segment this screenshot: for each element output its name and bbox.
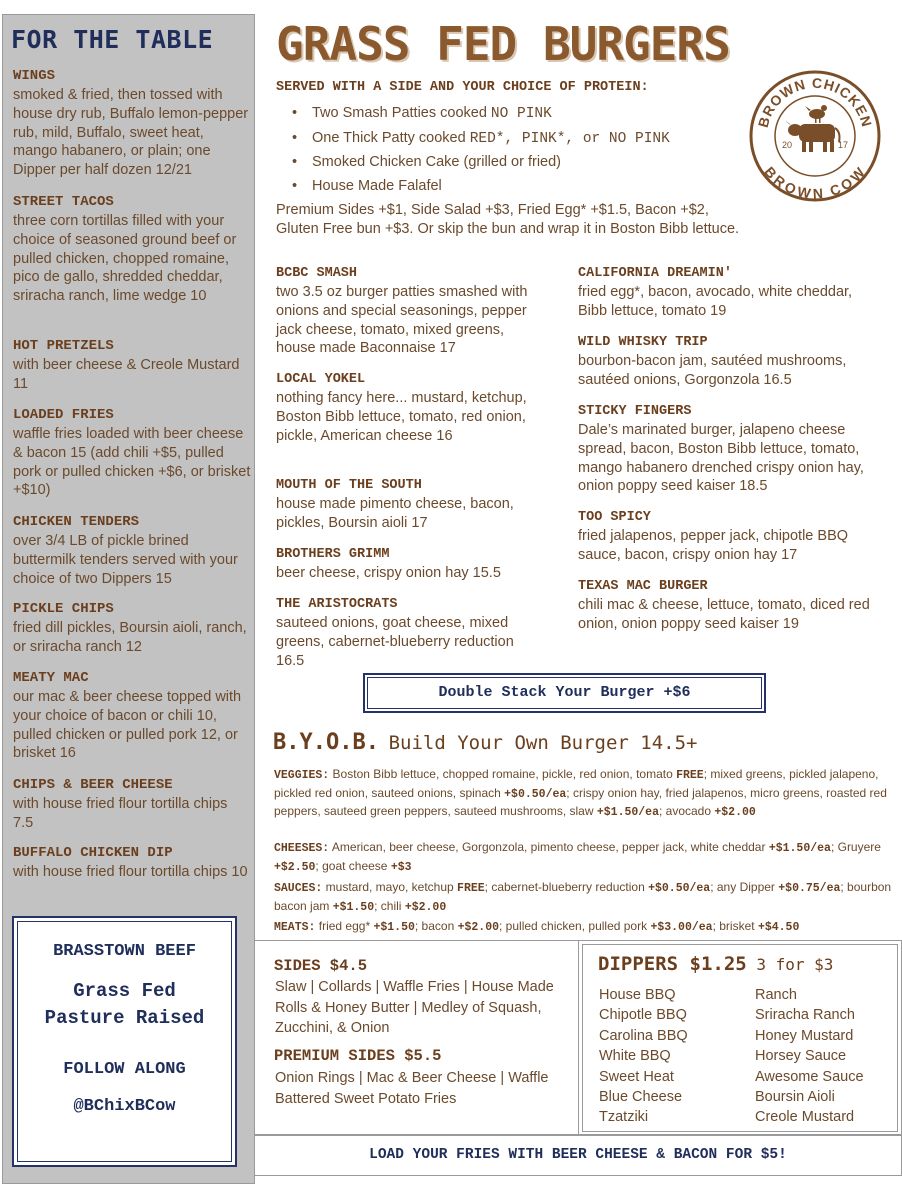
menu-item-buffalo-chicken-dip <box>13 844 251 882</box>
item-desc: with beer cheese & Creole Mustard 11 <box>13 357 240 392</box>
dippers-col-2 <box>755 985 864 1128</box>
dipper-item: Tzatziki <box>599 1109 649 1126</box>
item-title: CHIPS & BEER CHEESE <box>13 777 173 793</box>
dippers-heading <box>598 953 833 975</box>
dipper-item: Chipotle BBQ <box>599 1007 687 1024</box>
item-desc: with house fried flour tortilla chips 7.5 <box>13 796 228 831</box>
brasstown-beef-box <box>12 916 237 1167</box>
item-title: WINGS <box>13 68 56 84</box>
burger-bcbc-smash <box>276 264 546 358</box>
dipper-item: Boursin Aioli <box>755 1089 835 1106</box>
burger-title: WILD WHISKY TRIP <box>578 335 708 350</box>
dipper-item: Creole Mustard <box>755 1109 855 1126</box>
burger-mouth-of-the-south <box>276 476 546 533</box>
protein-option: • House Made Falafel <box>312 175 670 199</box>
burger-desc: house made pimento cheese, bacon, pickles, Boursin aioli 17 <box>276 496 514 531</box>
item-title: LOADED FRIES <box>13 407 114 423</box>
dipper-item: Horsey Sauce <box>755 1048 847 1065</box>
dipper-item: Sriracha Ranch <box>755 1007 855 1024</box>
burger-california-dreamin <box>578 264 878 321</box>
byob-title: B.Y.O.B. <box>273 730 379 755</box>
load-fries-banner: LOAD YOUR FRIES WITH BEER CHEESE & BACON FOR $5! <box>254 1134 902 1176</box>
item-title: BUFFALO CHICKEN DIP <box>13 845 173 861</box>
item-desc: three corn tortillas filled with your choice of seasoned ground beef or pulled chicken, chopped romaine, pico de gallo, shredded cheddar, sriracha ranch, lime wedge 10 <box>13 213 237 305</box>
logo-bottom-text: BROWN COW <box>761 163 869 202</box>
menu-item-wings <box>13 67 251 180</box>
burger-title: STICKY FINGERS <box>578 404 692 419</box>
item-title: HOT PRETZELS <box>13 338 114 354</box>
dipper-item: White BBQ <box>599 1048 671 1065</box>
served-with-note: SERVED WITH A SIDE AND YOUR CHOICE OF PROTEIN: <box>276 80 649 95</box>
chicken-icon <box>805 105 827 123</box>
item-title: STREET TACOS <box>13 194 114 210</box>
brasstown-beef-label: BRASSTOWN BEEF <box>53 942 196 961</box>
dipper-item: Blue Cheese <box>599 1089 683 1106</box>
premium-sides-note: Premium Sides +$1, Side Salad +$3, Fried Egg* +$1.5, Bacon +$2, Gluten Free bun +$3. Or skip the bun and wrap it in Boston Bibb lettuce. <box>276 202 740 237</box>
burger-desc: fried jalapenos, pepper jack, chipotle BBQ sauce, bacon, crispy onion hay 17 <box>578 528 849 563</box>
item-title: PICKLE CHIPS <box>13 601 114 617</box>
svg-text:BROWN COW <box>761 164 868 202</box>
protein-option: • Two Smash Patties cooked NO PINK <box>312 102 670 127</box>
item-title: CHICKEN TENDERS <box>13 514 140 530</box>
protein-option: • One Thick Patty cooked RED*, PINK*, or NO PINK <box>312 127 670 152</box>
burger-desc: nothing fancy here... mustard, ketchup, Boston Bibb lettuce, tomato, red onion, pickle, American cheese 16 <box>276 390 527 444</box>
burger-too-spicy <box>578 508 878 565</box>
byob-cheeses: CHEESES: American, beer cheese, Gorgonzola, pimento cheese, pepper jack, white cheddar +$1.50/ea; Gruyere +$2.50; goat cheese +$3 <box>274 840 881 874</box>
item-desc: over 3/4 LB of pickle brined buttermilk tenders served with your choice of two Dippers 15 <box>13 533 238 587</box>
burger-desc: chili mac & cheese, lettuce, tomato, diced red onion, onion poppy seed kaiser 19 <box>578 597 870 632</box>
premium-sides-list: Onion Rings | Mac & Beer Cheese | Waffle Battered Sweet Potato Fries <box>275 1070 549 1107</box>
dipper-item: Awesome Sauce <box>755 1068 864 1085</box>
protein-options-list <box>312 102 670 198</box>
item-title: MEATY MAC <box>13 670 89 686</box>
logo-top-text: BROWN CHICKEN <box>754 74 876 130</box>
burger-title: BCBC SMASH <box>276 266 358 281</box>
burger-title: TOO SPICY <box>578 510 651 525</box>
dippers-col-1 <box>599 985 688 1128</box>
dippers-title: DIPPERS $1.25 <box>598 953 747 975</box>
grass-fed-label: Grass Fed <box>73 980 176 1002</box>
burger-sticky-fingers <box>578 402 883 496</box>
menu-item-meaty-mac <box>13 669 251 763</box>
menu-item-pickle-chips <box>13 600 251 657</box>
logo-year-right: 17 <box>838 140 849 150</box>
menu-item-street-tacos <box>13 193 251 306</box>
burger-desc: beer cheese, crispy onion hay 15.5 <box>276 565 501 581</box>
dipper-item: House BBQ <box>599 987 676 1003</box>
dipper-item: Ranch <box>755 987 797 1003</box>
burger-title: MOUTH OF THE SOUTH <box>276 478 422 493</box>
burger-desc: bourbon-bacon jam, sautéed mushrooms, sautéed onions, Gorgonzola 16.5 <box>578 353 847 388</box>
item-desc: smoked & fried, then tossed with house dry rub, Buffalo lemon-pepper rub, mild, Buffalo, sweet heat, mango habanero, or plain; one Dipper per half dozen 12/21 <box>13 87 249 179</box>
logo-year-left: 20 <box>782 140 793 150</box>
byob-heading <box>273 730 697 755</box>
item-desc: our mac & beer cheese topped with your choice of bacon or chili 10, pulled chicken or pulled pork 12, or brisket 16 <box>13 689 242 762</box>
burger-texas-mac <box>578 577 878 634</box>
burger-local-yokel <box>276 370 546 445</box>
item-desc: with house fried flour tortilla chips 10 <box>13 864 248 880</box>
cow-icon <box>785 120 840 152</box>
burger-desc: two 3.5 oz burger patties smashed with onions and special seasonings, pepper jack cheese, tomato, mixed greens, house made Baconnaise 17 <box>276 284 528 357</box>
byob-sauces: SAUCES: mustard, mayo, ketchup FREE; cabernet-blueberry reduction +$0.50/ea; any Dipper +$0.75/ea; bourbon bacon jam +$1.50; chili +$2.00 <box>274 880 892 914</box>
burger-desc: fried egg*, bacon, avocado, white cheddar, Bibb lettuce, tomato 19 <box>578 284 853 319</box>
beef-attributes <box>14 978 235 1032</box>
dippers-box <box>578 940 902 1136</box>
dipper-item: Honey Mustard <box>755 1027 854 1044</box>
burger-wild-whisky-trip <box>578 333 878 390</box>
item-desc: waffle fries loaded with beer cheese & bacon 15 (add chili +$5, pulled pork or pulled chicken +$6, or brisket +$10) <box>13 426 251 499</box>
for-the-table-heading: FOR THE TABLE <box>11 25 214 54</box>
item-desc: fried dill pickles, Boursin aioli, ranch, or sriracha ranch 12 <box>13 620 247 655</box>
byob-veggies: VEGGIES: Boston Bibb lettuce, chopped romaine, pickle, red onion, tomato FREE; mixed greens, pickled jalapeno, pickled red onion, sauteed onions, spinach +$0.50/ea; crispy onion hay, fried jalapenos, micro greens, roasted red peppers, sauteed green peppers, sauteed mushrooms, slaw +$1.50/ea; avocado +$2.00 <box>274 767 887 819</box>
burger-desc: sauteed onions, goat cheese, mixed greens, cabernet-blueberry reduction 16.5 <box>276 615 514 669</box>
byob-meats: MEATS: fried egg* +$1.50; bacon +$2.00; pulled chicken, pulled pork +$3.00/ea; brisket +$4.50 <box>274 919 800 934</box>
byob-subtitle: Build Your Own Burger 14.5+ <box>388 732 698 754</box>
burger-title: CALIFORNIA DREAMIN' <box>578 266 732 281</box>
pasture-raised-label: Pasture Raised <box>44 1007 205 1029</box>
premium-sides-title: PREMIUM SIDES $5.5 <box>274 1047 442 1065</box>
sides-title: SIDES $4.5 <box>274 957 368 975</box>
social-handle-link[interactable]: @BChixBCow <box>73 1097 176 1116</box>
brown-chicken-brown-cow-logo <box>749 70 881 202</box>
page-title: GRASS FED BURGERS <box>276 17 730 71</box>
menu-item-hot-pretzels <box>13 337 251 394</box>
sides-box <box>254 940 578 1136</box>
burger-title: LOCAL YOKEL <box>276 372 366 387</box>
burger-desc: Dale’s marinated burger, jalapeno cheese spread, bacon, Boston Bibb lettuce, tomato, mango habanero drenched crispy onion hay, onion poppy seed kaiser 18.5 <box>578 422 864 495</box>
burger-title: BROTHERS GRIMM <box>276 547 390 562</box>
dippers-subtitle: 3 for $3 <box>756 955 834 974</box>
burger-title: THE ARISTOCRATS <box>276 597 398 612</box>
dipper-item: Sweet Heat <box>599 1068 674 1085</box>
follow-along-label: FOLLOW ALONG <box>63 1060 186 1079</box>
dipper-item: Carolina BBQ <box>599 1027 688 1044</box>
menu-item-chips-beer-cheese <box>13 776 251 833</box>
burger-the-aristocrats <box>276 595 546 670</box>
burger-title: TEXAS MAC BURGER <box>578 579 708 594</box>
double-stack-banner: Double Stack Your Burger +$6 <box>363 673 766 713</box>
sides-list: Slaw | Collards | Waffle Fries | House Made Rolls & Honey Butter | Medley of Squash, Zucchini, & Onion <box>275 979 554 1036</box>
protein-option: • Smoked Chicken Cake (grilled or fried) <box>312 151 670 175</box>
burger-brothers-grimm <box>276 545 546 583</box>
menu-item-chicken-tenders <box>13 513 251 588</box>
menu-item-loaded-fries <box>13 406 251 500</box>
